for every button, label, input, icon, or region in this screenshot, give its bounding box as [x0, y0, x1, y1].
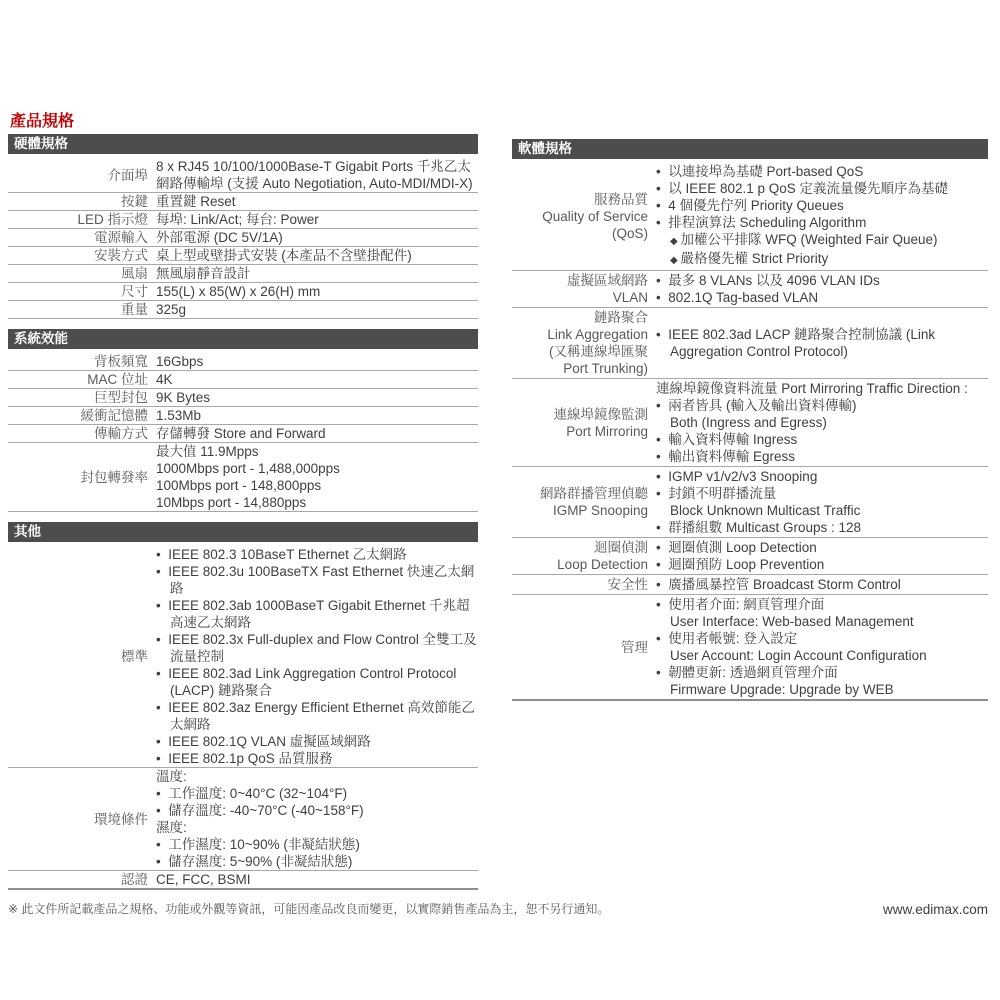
spec-value [148, 871, 478, 888]
spec-label-line: (QoS) [611, 225, 648, 241]
spec-value [648, 326, 988, 360]
spec-row [8, 425, 478, 443]
spec-columns [8, 134, 1000, 890]
spec-row [512, 538, 988, 575]
spec-label [8, 648, 148, 665]
spec-label-line: Port Mirroring [566, 423, 648, 439]
spec-label [8, 265, 148, 282]
spec-value-line: • 4 個優先佇列 Priority Queues [656, 197, 988, 214]
spec-label-line: 標準 [121, 649, 148, 664]
spec-value [648, 539, 988, 573]
spec-value [648, 468, 988, 536]
spec-label [8, 811, 148, 828]
spec-label [8, 407, 148, 424]
spec-label-line: Link Aggregation [547, 327, 648, 342]
spec-label-line: 封包轉發率 [80, 469, 148, 485]
spec-label [512, 309, 648, 377]
spec-row [8, 193, 478, 211]
spec-label-line: 服務品質 [594, 191, 648, 207]
spec-row [8, 871, 478, 890]
section-header: 其他 [8, 522, 478, 542]
spec-value-line: 連線埠鏡像資料流量 Port Mirroring Traffic Direction : [656, 381, 968, 396]
spec-value-line: 1.53Mb [156, 408, 202, 423]
spec-row [8, 247, 478, 265]
spec-row [8, 349, 478, 371]
spec-value-line: • 迴圈預防 Loop Prevention [656, 556, 988, 573]
section-header: 硬體規格 [8, 134, 478, 154]
spec-label-line: 巨型封包 [94, 390, 148, 405]
spec-value-line: • 群播組數 Multicast Groups : 128 [656, 519, 988, 536]
spec-row [8, 283, 478, 301]
spec-value-line: • 廣播風暴控管 Broadcast Storm Control [656, 576, 988, 593]
spec-value-line: • 韌體更新: 透過網頁管理介面 [656, 664, 988, 681]
spec-label [8, 425, 148, 442]
spec-label-line: 背板頻寬 [94, 354, 148, 369]
spec-value [648, 576, 988, 593]
spec-value [648, 272, 988, 306]
spec-value [148, 353, 478, 370]
spec-label-line: MAC 位址 [87, 372, 148, 387]
spec-label-line: VLAN [612, 290, 648, 305]
section-header: 系統效能 [8, 329, 478, 349]
spec-value-line: Block Unknown Multicast Traffic [670, 503, 861, 518]
spec-value-line: • 輸出資料傳輸 Egress [656, 448, 988, 465]
spec-value-line: • IEEE 802.3 10BaseT Ethernet 乙太網路 [156, 546, 478, 563]
spec-value-line: Both (Ingress and Egress) [670, 415, 827, 430]
spec-label-line: 風扇 [121, 266, 148, 281]
spec-label-line: 認證 [121, 872, 148, 887]
spec-row [512, 575, 988, 595]
spec-value-line: • IEEE 802.3az Energy Efficient Ethernet 高效節能乙太網路 [156, 699, 478, 733]
spec-value-line: 桌上型或壁掛式安裝 (本產品不含壁掛配件) [156, 248, 412, 263]
spec-value [648, 163, 988, 269]
spec-value [148, 371, 478, 388]
spec-value-line: 16Gbps [156, 354, 204, 369]
spec-label-line: 按鍵 [121, 194, 148, 209]
spec-row [8, 265, 478, 283]
spec-value [148, 283, 478, 300]
spec-label-line: 虛擬區域網路 [567, 273, 648, 288]
spec-label [8, 167, 148, 184]
spec-label [512, 485, 648, 519]
spec-value-line: • 排程演算法 Scheduling Algorithm [656, 214, 988, 231]
spec-value [648, 596, 988, 698]
spec-label-line: Loop Detection [557, 557, 648, 572]
spec-row [8, 542, 478, 768]
spec-value [148, 158, 478, 192]
spec-label [8, 301, 148, 318]
spec-value [148, 247, 478, 264]
spec-label-line: 重量 [121, 302, 148, 317]
spec-value-line: 325g [156, 302, 187, 317]
spec-value-line: • IEEE 802.3ad LACP 鏈路聚合控制協議 (Link Aggregation Control Protocol) [656, 326, 988, 360]
spec-label-line: 安全性 [607, 577, 648, 592]
disclaimer-note: ※ 此文件所記載產品之規格、功能或外觀等資訊，可能因產品改良而變更，以實際銷售產品為主，恕不另行通知。 [8, 902, 610, 916]
spec-value-line: 4K [156, 372, 173, 387]
section-header: 軟體規格 [512, 139, 988, 159]
spec-value-line: • IEEE 802.3ad Link Aggregation Control Protocol (LACP) 鏈路聚合 [156, 665, 478, 699]
spec-label [8, 211, 148, 228]
spec-label-line: 鏈路聚合 [594, 310, 648, 325]
spec-value-line: • 工作溫度: 0~40°C (32~104°F) [156, 785, 478, 802]
spec-value-line: 1000Mbps port - 1,488,000pps [156, 461, 340, 476]
spec-value-line: User Interface: Web-based Management [670, 614, 914, 629]
spec-label [8, 283, 148, 300]
spec-value [148, 389, 478, 406]
spec-label [8, 247, 148, 264]
spec-label-line: 網路群播管理偵聽 [540, 486, 648, 501]
spec-label-line: 傳輸方式 [94, 426, 148, 441]
spec-label [512, 272, 648, 306]
spec-label-line: 迴圈偵測 [594, 540, 648, 555]
spec-value [148, 301, 478, 318]
spec-value-line: • IEEE 802.1p QoS 品質服務 [156, 750, 478, 767]
left-spec-table [8, 134, 478, 890]
spec-value-line: Firmware Upgrade: Upgrade by WEB [670, 682, 894, 697]
spec-value-line: 每埠: Link/Act; 每台: Power [156, 212, 319, 227]
spec-value-line: 濕度: [156, 820, 187, 835]
spec-value-line: 100Mbps port - 148,800pps [156, 478, 322, 493]
spec-label [512, 406, 648, 440]
spec-value [148, 425, 478, 442]
spec-value-line: 155(L) x 85(W) x 26(H) mm [156, 284, 321, 299]
spec-label-line: 緩衝記憶體 [80, 408, 148, 423]
spec-value-line: 無風扇靜音設計 [156, 266, 251, 281]
page-title: 產品規格 [10, 113, 75, 130]
spec-label [8, 229, 148, 246]
spec-label-line: 環境條件 [94, 811, 148, 827]
spec-value-line: • 兩者皆具 (輸入及輸出資料傳輸) [656, 397, 988, 414]
spec-label-line: 管理 [621, 639, 648, 655]
spec-value-line: • 儲存濕度: 5~90% (非凝結狀態) [156, 853, 478, 870]
spec-value [148, 211, 478, 228]
spec-label-line: Port Trunking) [563, 361, 648, 376]
spec-value-line: • IEEE 802.1Q VLAN 虛擬區域網路 [156, 733, 478, 750]
right-spec-table [512, 139, 988, 701]
spec-label-line: IGMP Snooping [552, 503, 648, 518]
spec-row [8, 389, 478, 407]
spec-label [512, 191, 648, 242]
spec-row [512, 595, 988, 701]
spec-value [648, 380, 988, 465]
spec-value-line: • 使用者帳號: 登入設定 [656, 630, 988, 647]
spec-value-line: • IGMP v1/v2/v3 Snooping [656, 468, 988, 485]
page-footer [8, 900, 988, 917]
spec-label-line: (又稱連線埠匯聚 [549, 344, 648, 359]
spec-value-line: User Account: Login Account Configuration [670, 648, 927, 663]
spec-value-line: • 以 IEEE 802.1 p QoS 定義流量優先順序為基礎 [656, 180, 988, 197]
spec-value-line: • 以連接埠為基礎 Port-based QoS [656, 163, 988, 180]
spec-row [512, 379, 988, 467]
spec-row [8, 229, 478, 247]
spec-label-line: Quality of Service [542, 208, 648, 224]
spec-value-line: • 802.1Q Tag-based VLAN [656, 289, 988, 306]
spec-label-line: 電源輸入 [94, 230, 148, 245]
spec-value [148, 229, 478, 246]
spec-label [8, 353, 148, 370]
spec-value-line: • IEEE 802.3u 100BaseTX Fast Ethernet 快速乙太網路 [156, 563, 478, 597]
spec-row [8, 371, 478, 389]
spec-label-line: 介面埠 [107, 167, 148, 183]
spec-label [512, 539, 648, 573]
spec-value-line: 溫度: [156, 769, 187, 784]
spec-row [8, 301, 478, 319]
spec-label [8, 389, 148, 406]
spec-value-line: • 儲存溫度: -40~70°C (-40~158°F) [156, 802, 478, 819]
spec-value-line: • 最多 8 VLANs 以及 4096 VLAN IDs [656, 272, 988, 289]
spec-value-line: 8 x RJ45 10/100/1000Base-T Gigabit Ports 千兆乙太網路傳輸埠 (支援 Auto Negotiation, Auto-MDI/MDI-X) [156, 159, 473, 191]
spec-value [148, 546, 478, 767]
spec-row [512, 467, 988, 538]
spec-row [8, 443, 478, 512]
spec-label [8, 871, 148, 888]
spec-label-line: 安裝方式 [94, 248, 148, 263]
spec-value [148, 265, 478, 282]
spec-row [512, 159, 988, 271]
spec-row [512, 308, 988, 379]
spec-value-line: • IEEE 802.3ab 1000BaseT Gigabit Ethernet 千兆超高速乙太網路 [156, 597, 478, 631]
website-url: www.edimax.com [882, 902, 988, 917]
spec-value [148, 768, 478, 870]
spec-value-line: 最大值 11.9Mpps [156, 444, 259, 459]
spec-value-line: 9K Bytes [156, 390, 211, 405]
spec-value-line: 存儲轉發 Store and Forward [156, 426, 326, 441]
spec-label-line: 連線埠鏡像監測 [553, 406, 648, 422]
spec-label-line: 尺寸 [121, 284, 148, 299]
spec-value-line: 10Mbps port - 14,880pps [156, 495, 307, 510]
spec-value-line: • 封鎖不明群播流量 [656, 485, 988, 502]
spec-row [512, 271, 988, 308]
spec-value-line: • 使用者介面: 網頁管理介面 [656, 596, 988, 613]
spec-value-line: ◆ 加權公平排隊 WFQ (Weighted Fair Queue) [656, 231, 988, 250]
spec-value-line: • 輸入資料傳輸 Ingress [656, 431, 988, 448]
spec-value-line: CE, FCC, BSMI [156, 872, 251, 887]
spec-label [512, 576, 648, 593]
spec-row [8, 154, 478, 193]
spec-value [148, 407, 478, 424]
spec-value-line: • 工作濕度: 10~90% (非凝結狀態) [156, 836, 478, 853]
spec-value-line: • IEEE 802.3x Full-duplex and Flow Control 全雙工及流量控制 [156, 631, 478, 665]
spec-label [8, 371, 148, 388]
spec-label-line: LED 指示燈 [77, 212, 148, 227]
spec-value-line: • 迴圈偵測 Loop Detection [656, 539, 988, 556]
spec-row [8, 407, 478, 425]
spec-row [8, 768, 478, 871]
spec-label [8, 469, 148, 486]
spec-row [8, 211, 478, 229]
spec-label [512, 639, 648, 656]
spec-value [148, 443, 478, 511]
spec-value [148, 193, 478, 210]
spec-value-line: 重置鍵 Reset [156, 194, 236, 209]
spec-value-line: ◆ 嚴格優先權 Strict Priority [656, 250, 988, 269]
spec-label [8, 193, 148, 210]
spec-value-line: 外部電源 (DC 5V/1A) [156, 230, 283, 245]
